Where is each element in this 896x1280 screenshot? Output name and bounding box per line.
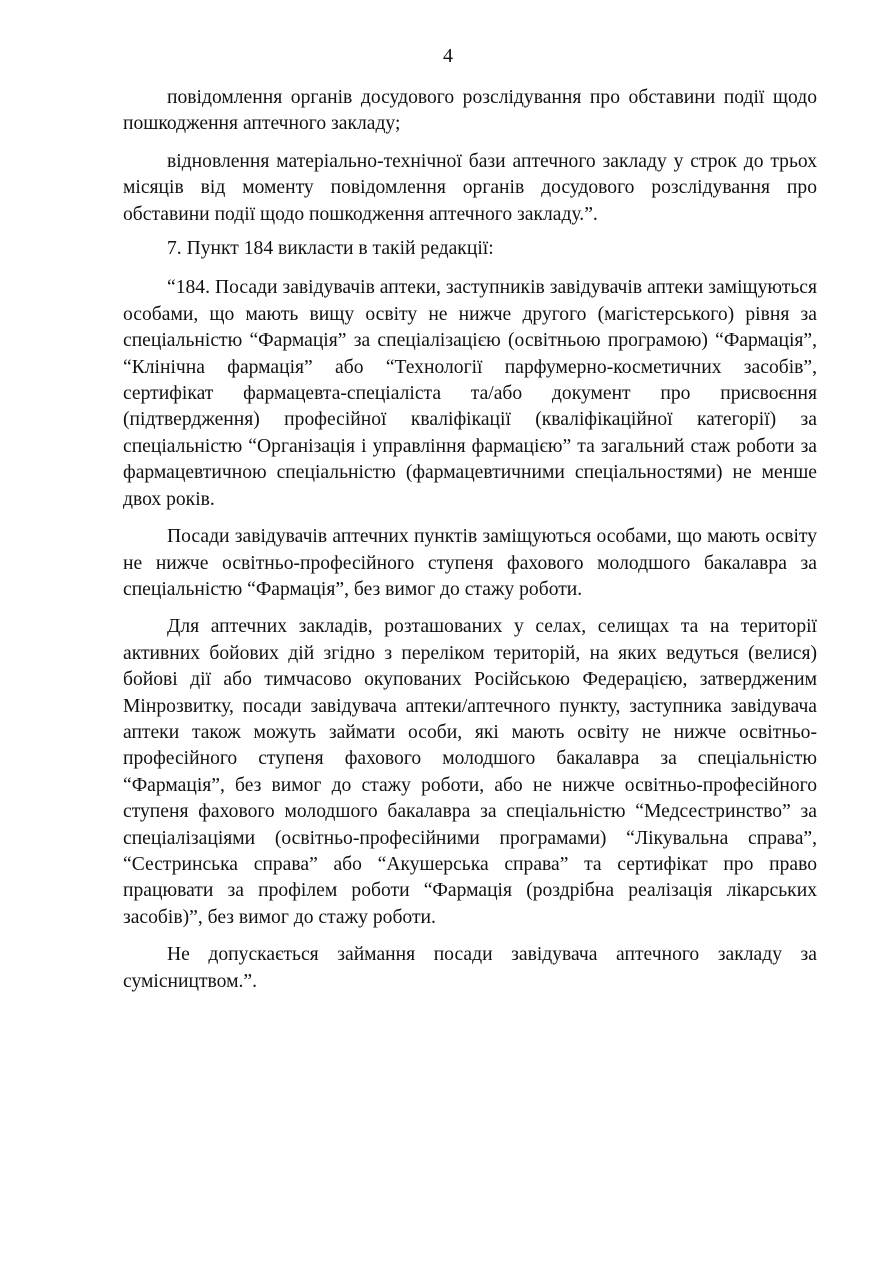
page-number: 4 — [443, 45, 453, 67]
paragraph-item-184: “184. Посади завідувачів аптеки, заступників завідувачів аптеки заміщуються особами, що мають вищу освіту не нижче другого (магістерського) рівня за спеціальністю “Фармація” за спеціалізацією (освітньою програмою) “Фармація”, “Клінічна фармація” або “Технології парфумерно-косметичних засобів”, сертифікат фармацевта-спеціаліста та/або документ про присвоєння (підтвердження) професійної кваліфікації (кваліфікаційної категорії) за спеціальністю “Організація і управління фармацією” та загальний стаж роботи за фармацевтичною спеціальністю (фармацевтичними спеціальностями) не менше двох років. — [123, 277, 817, 510]
paragraph-rural-territories: Для аптечних закладів, розташованих у селах, селищах та на території активних бойових дій згідно з переліком територій, на яких ведуться (велися) бойові дії або тимчасово окупованих Російською Федерацією, затвердженим Мінрозвитку, посади завідувача аптеки/аптечного пункту, заступника завідувача аптеки також можуть займати особи, які мають освіту не нижче освітньо-професійного ступеня фахового молодшого бакалавра за спеціальністю “Фармація”, без вимог до стажу роботи, або не нижче освітньо-професійного ступеня фахового молодшого бакалавра за спеціальністю “Медсестринство” за спеціалізаціями (освітньо-професійними програмами) “Лікувальна справа”, “Сестринська справа” або “Акушерська справа” та сертифікат про право працювати за профілем роботи “Фармація (роздрібна реалізація лікарських засобів)”, без вимог до стажу роботи. — [123, 616, 817, 928]
document-body — [123, 85, 817, 1006]
paragraph-no-part-time: Не допускається займання посади завідувача аптечного закладу за сумісництвом.”. — [123, 944, 817, 992]
paragraph-pharmacy-points: Посади завідувачів аптечних пунктів заміщуються особами, що мають освіту не нижче освітньо-професійного ступеня фахового молодшого бакалавра за спеціальністю “Фармація”, без вимог до стажу роботи. — [123, 526, 817, 600]
paragraph-item-7: 7. Пункт 184 викласти в такій редакції: — [167, 238, 494, 260]
paragraph-notify-investigators: повідомлення органів досудового розслідування про обставини події щодо пошкодження аптечного закладу; — [123, 87, 817, 135]
paragraph-restore-base: відновлення матеріально-технічної бази аптечного закладу у строк до трьох місяців від моменту повідомлення органів досудового розслідування про обставини події щодо пошкодження аптечного закладу.”. — [123, 150, 817, 225]
